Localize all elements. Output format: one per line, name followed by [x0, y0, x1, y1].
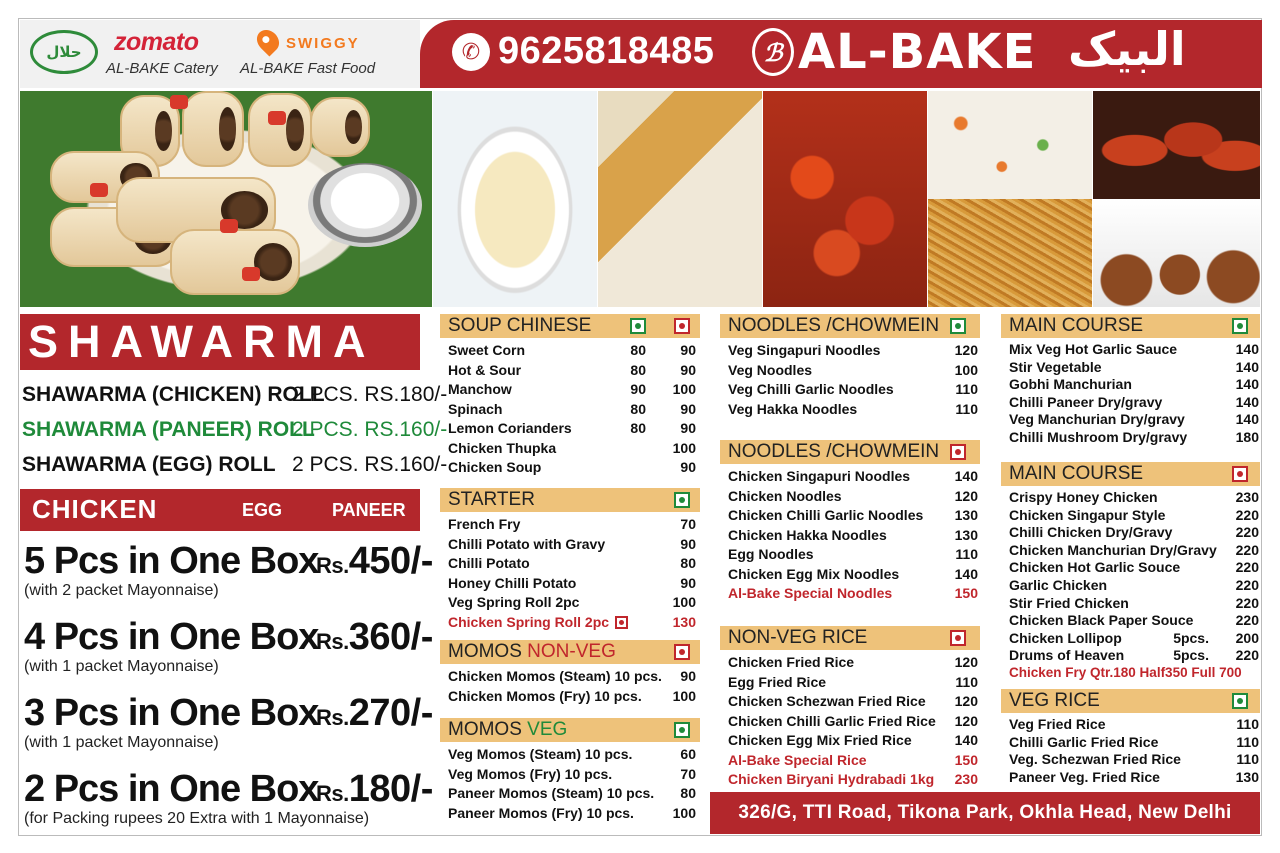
main-veg-header: MAIN COURSE — [1001, 314, 1260, 338]
menu-item: Veg Noodles 100 — [728, 361, 978, 378]
box-offer-price: Rs.450/- — [316, 540, 433, 582]
shawarma-roll-item — [22, 383, 448, 407]
box-offer-price: Rs.270/- — [316, 692, 433, 734]
brand-name-urdu: البیک — [1068, 22, 1186, 76]
menu-item: Chicken Fried Rice 120 — [728, 654, 978, 670]
menu-item: Chicken Momos (Fry) 10 pcs. 100 — [448, 687, 696, 704]
menu-item: Chicken Chilli Garlic Fried Rice 120 — [728, 712, 978, 729]
menu-item: Crispy Honey Chicken 230 — [1009, 489, 1259, 505]
menu-item: Lemon Corianders 80 90 — [448, 420, 696, 436]
box-offer-title: 2 Pcs in One Box — [24, 768, 319, 810]
menu-item: Garlic Chicken 220 — [1009, 576, 1259, 593]
phone-number: 9625818485 — [498, 30, 715, 72]
momos-veg-header: MOMOS VEG — [440, 718, 700, 742]
box-offer-price: Rs.180/- — [316, 768, 433, 810]
menu-item: Veg Singapuri Noodles 120 — [728, 342, 978, 358]
menu-item: Chicken Black Paper Souce 220 — [1009, 612, 1259, 629]
fried-rice-photo — [928, 91, 1092, 199]
category-chicken: CHICKEN — [32, 494, 158, 524]
shawarma-roll-item — [22, 418, 448, 442]
menu-item: Chilli Paneer Dry/gravy 140 — [1009, 393, 1259, 410]
momos-photo — [598, 91, 762, 307]
menu-item: Chicken Lollipop 5pcs. 200 — [1009, 629, 1259, 646]
chicken-wings-photo — [1093, 91, 1260, 199]
veg-mark-icon — [674, 492, 690, 508]
nonveg-rice-header: NON-VEG RICE — [720, 626, 980, 650]
menu-item: Egg Fried Rice 110 — [728, 673, 978, 690]
menu-item: Mix Veg Hot Garlic Sauce 140 — [1009, 341, 1259, 357]
menu-item: Chicken Singapuri Noodles 140 — [728, 468, 978, 484]
menu-item: Veg Chilli Garlic Noodles 110 — [728, 381, 978, 397]
zomato-subtitle: AL-BAKE Catery — [106, 60, 218, 77]
menu-item: Spinach 80 90 — [448, 400, 696, 417]
veg-rice-header: VEG RICE — [1001, 689, 1260, 713]
menu-item: Egg Noodles 110 — [728, 546, 978, 562]
zomato-logo: zomato — [114, 28, 199, 56]
box-offer-title: 5 Pcs in One Box — [24, 540, 319, 582]
category-paneer: PANEER — [332, 500, 406, 520]
swiggy-logo: SWIGGY — [286, 35, 360, 52]
shawarma-roll-name: SHAWARMA (EGG) ROLL — [22, 453, 276, 476]
shawarma-roll-price: 2 PCS. RS.160/- — [292, 453, 448, 476]
veg-mark-icon — [630, 318, 646, 334]
nonveg-mark-icon — [950, 630, 966, 646]
menu-item: Chicken Noodles 120 — [728, 487, 978, 504]
chilli-potato-photo — [763, 91, 927, 307]
shawarma-title: SHAWARMA — [20, 314, 420, 370]
category-banner — [20, 489, 420, 531]
shawarma-roll-price: 2 PCS. RS.180/- — [292, 383, 448, 406]
noodles-nonveg-header: NOODLES /CHOWMEIN — [720, 440, 980, 464]
menu-item: Chilli Potato 80 — [448, 555, 696, 571]
main-veg-section — [1001, 314, 1260, 447]
menu-item: Paneer Veg. Fried Rice 130 — [1009, 768, 1259, 785]
chicken-fry-special: Chicken Fry Qtr.180 Half350 Full 700 — [1009, 664, 1242, 680]
menu-item: Chicken Biryani Hydrabadi 1kg 230 — [728, 771, 978, 787]
brand-name: AL-BAKE — [798, 24, 1037, 80]
box-offer-note: (for Packing rupees 20 Extra with 1 Mayonnaise) — [24, 810, 370, 827]
menu-item: Veg Hakka Noodles 110 — [728, 400, 978, 417]
menu-item: Chicken Soup 90 — [448, 459, 696, 475]
chef-logo-icon: ℬ — [752, 28, 794, 76]
shawarma-roll-item — [22, 453, 448, 477]
menu-item: Chicken Schezwan Fried Rice 120 — [728, 693, 978, 709]
menu-item: Drums of Heaven 5pcs. 220 — [1009, 647, 1259, 664]
box-offer-title: 3 Pcs in One Box — [24, 692, 319, 734]
momos-nonveg-header: MOMOS NON-VEG — [440, 640, 700, 664]
shawarma-roll-name: SHAWARMA (CHICKEN) ROLL — [22, 383, 325, 406]
veg-mark-icon — [1232, 318, 1248, 334]
starter-section — [440, 488, 700, 633]
menu-item: Honey Chilli Potato 90 — [448, 574, 696, 591]
nonveg-rice-section — [720, 626, 980, 791]
menu-item: Chilli Chicken Dry/Gravy 220 — [1009, 524, 1259, 541]
veg-mark-icon — [1232, 693, 1248, 709]
menu-item: Paneer Momos (Fry) 10 pcs. 100 — [448, 804, 696, 821]
menu-item: Chicken Manchurian Dry/Gravy 220 — [1009, 541, 1259, 558]
veg-mark-icon — [674, 722, 690, 738]
menu-item: Chicken Egg Mix Fried Rice 140 — [728, 732, 978, 748]
nonveg-mark-icon — [615, 616, 628, 629]
noodles-veg-section — [720, 314, 980, 420]
menu-item: Stir Fried Chicken 220 — [1009, 594, 1259, 611]
menu-item: Veg Manchurian Dry/gravy 140 — [1009, 411, 1259, 428]
momos-veg-section — [440, 718, 700, 824]
menu-item: Chicken Singapur Style 220 — [1009, 506, 1259, 523]
menu-item: Chilli Potato with Gravy 90 — [448, 535, 696, 552]
momos-nonveg-section — [440, 640, 700, 707]
shawarma-photo — [20, 91, 432, 307]
menu-item: Stir Vegetable 140 — [1009, 358, 1259, 375]
menu-item: Chilli Garlic Fried Rice 110 — [1009, 733, 1259, 750]
menu-item: Veg Spring Roll 2pc 100 — [448, 594, 696, 610]
swiggy-subtitle: AL-BAKE Fast Food — [240, 60, 376, 77]
menu-item: Chicken Thupka 100 — [448, 439, 696, 456]
box-offer-price: Rs.360/- — [316, 616, 433, 658]
nonveg-mark-icon — [674, 644, 690, 660]
box-offer-title: 4 Pcs in One Box — [24, 616, 319, 658]
address-bar: 326/G, TTI Road, Tikona Park, Okhla Head, New Delhi — [710, 792, 1260, 834]
soup-header: SOUP CHINESE — [440, 314, 700, 338]
shawarma-roll-name: SHAWARMA (PANEER) ROLL — [22, 418, 315, 441]
veg-rice-section — [1001, 689, 1260, 786]
noodles-nonveg-section — [720, 440, 980, 605]
halal-logo: حلال — [30, 30, 98, 74]
nonveg-mark-icon — [950, 444, 966, 460]
menu-item: Manchow 90 100 — [448, 381, 696, 397]
menu-item: Chicken Chilli Garlic Noodles 130 — [728, 507, 978, 523]
chicken-lollipop-photo — [1093, 199, 1260, 307]
menu-item: Chicken Momos (Steam) 10 pcs. 90 — [448, 668, 696, 684]
menu-item: Veg Momos (Fry) 10 pcs. 70 — [448, 765, 696, 782]
nonveg-mark-icon — [674, 318, 690, 334]
menu-item: Veg Fried Rice 110 — [1009, 716, 1259, 732]
menu-item: Paneer Momos (Steam) 10 pcs. 80 — [448, 785, 696, 801]
main-nonveg-header: MAIN COURSE — [1001, 462, 1260, 486]
starter-header: STARTER — [440, 488, 700, 512]
noodles-photo — [928, 199, 1092, 307]
menu-item: Chicken Hakka Noodles 130 — [728, 526, 978, 543]
menu-item: Chicken Egg Mix Noodles 140 — [728, 565, 978, 582]
veg-mark-icon — [950, 318, 966, 334]
menu-item: Gobhi Manchurian 140 — [1009, 376, 1259, 393]
box-offer-note: (with 1 packet Mayonnaise) — [24, 658, 219, 675]
menu-item: Chilli Mushroom Dry/gravy 180 — [1009, 428, 1259, 445]
menu-item: Veg Momos (Steam) 10 pcs. 60 — [448, 746, 696, 762]
main-nonveg-section — [1001, 462, 1260, 683]
box-offer-note: (with 1 packet Mayonnaise) — [24, 734, 219, 751]
soup-section — [440, 314, 700, 479]
menu-item: Hot & Sour 80 90 — [448, 361, 696, 378]
category-egg: EGG — [242, 500, 283, 520]
menu-item: Chicken Hot Garlic Souce 220 — [1009, 559, 1259, 576]
phone-icon: ✆ — [452, 33, 490, 71]
box-offer-note: (with 2 packet Mayonnaise) — [24, 582, 219, 599]
menu-item: Al-Bake Special Rice 150 — [728, 751, 978, 768]
menu-item: Al-Bake Special Noodles 150 — [728, 585, 978, 601]
shawarma-roll-price: 2 PCS. RS.160/- — [292, 418, 448, 441]
nonveg-mark-icon — [1232, 466, 1248, 482]
menu-item: Chicken Spring Roll 2pc 130 — [448, 613, 696, 630]
noodles-veg-header: NOODLES /CHOWMEIN — [720, 314, 980, 338]
menu-item: French Fry 70 — [448, 516, 696, 532]
menu-item: Sweet Corn 80 90 — [448, 342, 696, 358]
menu-item: Veg. Schezwan Fried Rice 110 — [1009, 751, 1259, 768]
soup-photo — [433, 91, 597, 307]
